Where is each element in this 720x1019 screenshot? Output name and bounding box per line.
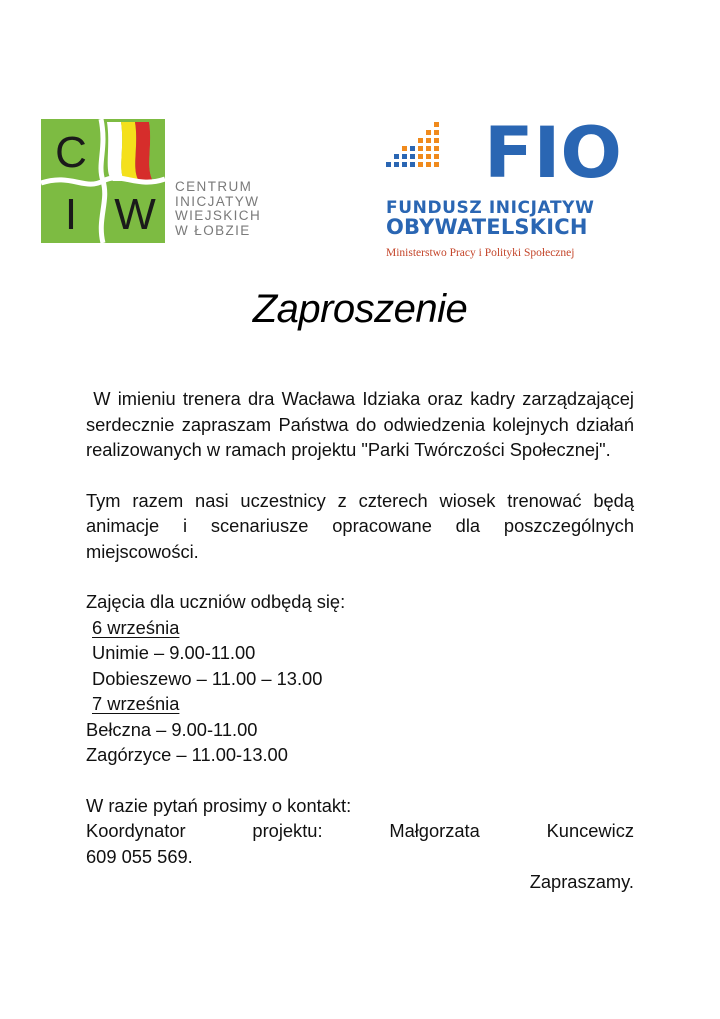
ciw-text-line: WIEJSKICH <box>175 208 262 223</box>
ciw-letter-i: I <box>64 190 78 239</box>
coordinator-word: Małgorzata <box>389 820 480 841</box>
fio-word-text: FIO <box>484 122 622 180</box>
second-paragraph: Tym razem nasi uczestnicy z czterech wiosek trenować będą animacje i scenariusze opracowane dla poszczególnych miejscowości. <box>86 489 634 562</box>
fio-dots-icon <box>384 120 448 170</box>
ciw-letter-c: C <box>55 128 87 177</box>
schedule-item: Bełczna – 9.00-11.00 <box>86 718 258 740</box>
page-title: Zaproszenie <box>252 287 468 331</box>
ciw-logo-tile <box>41 119 165 243</box>
fio-wordmark <box>484 122 624 180</box>
fio-ministry: Ministerstwo Pracy i Polityki Społecznej <box>386 247 575 259</box>
contact-heading: W razie pytań prosimy o kontakt: <box>86 794 352 816</box>
schedule-item: Dobieszewo – 11.00 – 13.00 <box>92 667 323 689</box>
ciw-logo-text <box>175 180 261 238</box>
day1-heading: 6 września <box>92 616 180 638</box>
schedule-item: Zagórzyce – 11.00-13.00 <box>86 744 288 765</box>
ciw-letter-w: W <box>114 190 156 239</box>
closing-text: Zapraszamy. <box>529 871 634 892</box>
fio-line-2: OBYWATELSKICH <box>386 215 588 239</box>
ciw-text-line: W ŁOBZIE <box>175 222 251 238</box>
phone-number: 609 055 569. <box>86 845 193 867</box>
ciw-text-line: INICJATYW <box>175 193 260 209</box>
coordinator-line <box>86 818 634 844</box>
invitation-body <box>86 386 640 895</box>
coordinator-word: Koordynator <box>86 820 186 841</box>
intro-paragraph: W imieniu trenera dra Wacława Idziaka oraz kadry zarządzającej serdecznie zapraszam Państwa do odwiedzenia kolejnych działań realizowanych w ramach projektu "Parki Twórczości Społecznej". <box>86 388 640 460</box>
fio-line-1: FUNDUSZ INICJATYW <box>386 198 595 218</box>
day2-heading: 7 września <box>92 693 180 714</box>
ciw-text-line: CENTRUM <box>175 179 253 194</box>
ciw-logo <box>41 119 262 243</box>
schedule-heading: Zajęcia dla uczniów odbędą się: <box>86 591 346 612</box>
schedule-item: Unimie – 9.00-11.00 <box>92 642 256 663</box>
coordinator-word: projektu: <box>252 820 323 841</box>
coordinator-word: Kuncewicz <box>546 820 634 841</box>
fio-logo <box>384 118 632 264</box>
